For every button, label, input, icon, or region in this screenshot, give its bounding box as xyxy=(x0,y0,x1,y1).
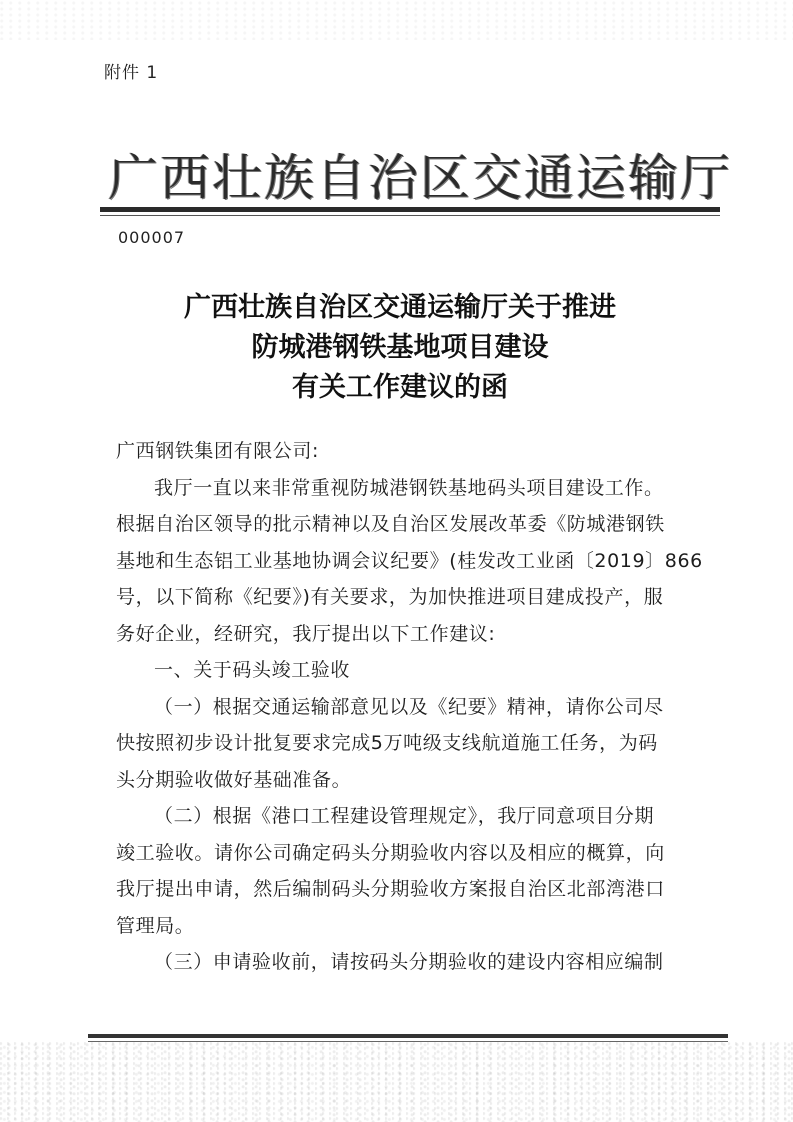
body-line: 我厅提出申请，然后编制码头分期验收方案报自治区北部湾港口 xyxy=(116,878,665,900)
body-line: （三）申请验收前，请按码头分期验收的建设内容相应编制 xyxy=(154,951,664,973)
letterhead-rule-thick xyxy=(100,207,720,212)
body-line: 根据自治区领导的批示精神以及自治区发展改革委《防城港钢铁 xyxy=(116,513,665,535)
letterhead-rule-thin xyxy=(100,215,720,216)
body-line: 管理局。 xyxy=(116,914,195,937)
body-line: （二）根据《港口工程建设管理规定》，我厅同意项目分期 xyxy=(154,805,655,827)
body-line: 务好企业，经研究，我厅提出以下工作建议: xyxy=(116,622,496,645)
document-number: 000007 xyxy=(118,228,186,247)
body-line: 头分期验收做好基础准备。 xyxy=(116,768,352,791)
scan-noise-bottom xyxy=(0,1042,793,1122)
document-title xyxy=(100,288,700,408)
body-line: 号，以下简称《纪要》)有关要求，为加快推进项目建成投产，服 xyxy=(116,586,664,608)
section-heading: 一、关于码头竣工验收 xyxy=(154,659,351,681)
scan-noise-top xyxy=(0,0,793,40)
body-line: （一）根据交通运输部意见以及《纪要》精神，请你公司尽 xyxy=(154,695,664,718)
title-line-1: 广西壮族自治区交通运输厅关于推进 xyxy=(184,292,616,323)
title-line-2: 防城港钢铁基地项目建设 xyxy=(251,332,549,363)
body-line: 竣工验收。请你公司确定码头分期验收内容以及相应的概算，向 xyxy=(116,841,665,864)
attachment-label: 附件 1 xyxy=(104,63,159,83)
salutation: 广西钢铁集团有限公司: xyxy=(116,440,320,462)
letterhead-title: 广西壮族自治区交通运输厅 xyxy=(108,149,732,207)
body-line: 基地和生态铝工业基地协调会议纪要》(桂发改工业函〔2019〕866 xyxy=(116,549,703,572)
footer-rule-thick xyxy=(88,1034,728,1038)
body-line: 我厅一直以来非常重视防城港钢铁基地码头项目建设工作。 xyxy=(154,476,664,499)
document-body xyxy=(116,433,703,981)
title-line-3: 有关工作建议的函 xyxy=(292,372,508,403)
body-line: 快按照初步设计批复要求完成5万吨级支线航道施工任务，为码 xyxy=(116,732,658,754)
